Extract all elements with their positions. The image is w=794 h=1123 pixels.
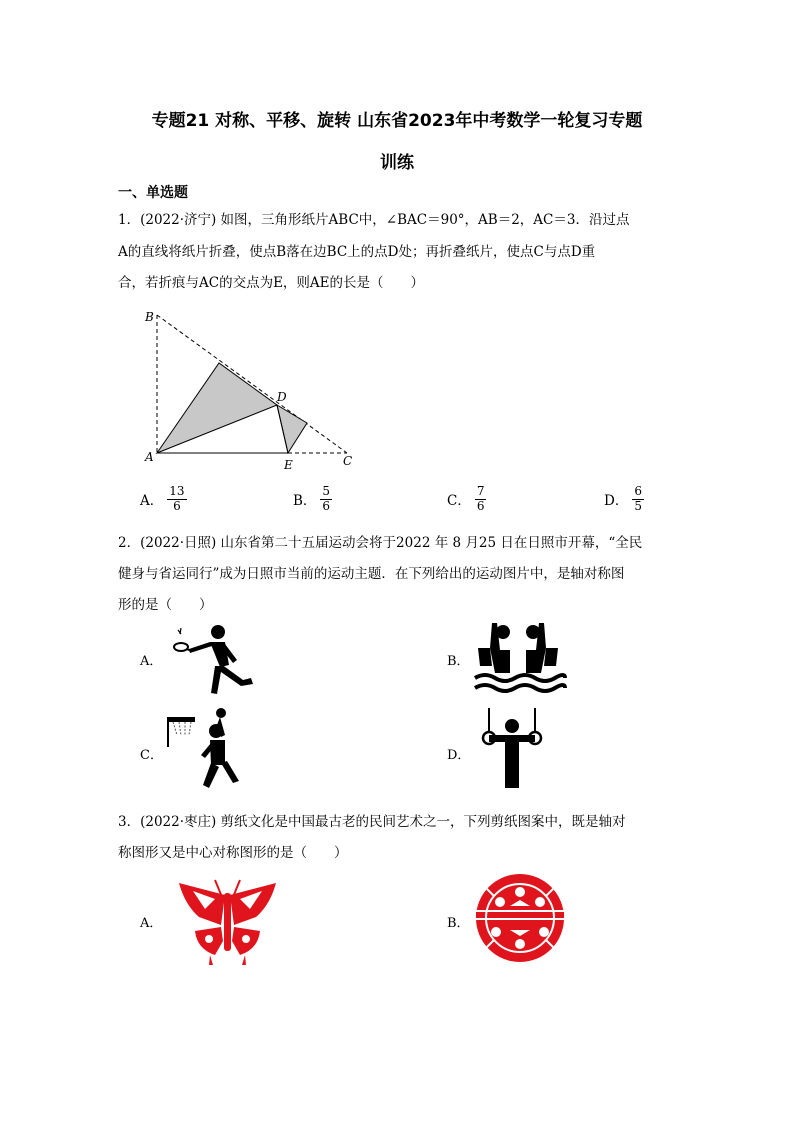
- q1-option-c[interactable]: C． $\frac{7}{6}$: [447, 484, 485, 513]
- q1-text-line2: A的直线将纸片折叠，使点B落在边BC上的点D处；再折叠纸片，使点C与点D重: [118, 244, 596, 260]
- label-d: D: [277, 390, 287, 404]
- badminton-player-icon[interactable]: [165, 620, 260, 695]
- section-heading: 一、单选题: [118, 185, 188, 201]
- label-b: B: [145, 310, 154, 324]
- q2-text-line1: 2．(2022·日照) 山东省第二十五届运动会将于2022 年 8 月25 日在日照市开幕，“全民: [118, 535, 643, 551]
- folded-triangle-abd: [157, 363, 277, 453]
- q3-option-b-label[interactable]: B．: [447, 916, 470, 931]
- q1-text-line3: 合，若折痕与AC的交点为E，则AE的长是（ ）: [118, 275, 425, 291]
- basketball-player-icon[interactable]: [165, 705, 250, 795]
- q2-option-d-label[interactable]: D．: [447, 748, 471, 763]
- q1-option-b[interactable]: B． $\frac{5}{6}$: [293, 484, 331, 513]
- q2-option-a-label[interactable]: A．: [140, 654, 163, 669]
- q1-option-a[interactable]: A． $\frac{13}{6}$: [140, 484, 185, 513]
- doc-title-line1: 专题21 对称、平移、旋转 山东省2023年中考数学一轮复习专题: [151, 111, 643, 131]
- synchronized-swimmers-icon[interactable]: [470, 618, 565, 696]
- q1-triangle-figure: [140, 305, 370, 475]
- doc-title-line2: 训练: [380, 153, 414, 173]
- q2-option-b-label[interactable]: B．: [447, 654, 470, 669]
- round-papercut-icon[interactable]: [470, 872, 570, 964]
- folded-triangle-dce: [277, 405, 307, 453]
- label-e: E: [284, 458, 293, 472]
- butterfly-papercut-icon[interactable]: [175, 875, 280, 965]
- q3-text-line1: 3．(2022·枣庄) 剪纸文化是中国最古老的民间艺术之一，下列剪纸图案中，既是轴对: [118, 814, 626, 830]
- gymnast-rings-icon[interactable]: [475, 708, 555, 793]
- label-c: C: [343, 454, 353, 468]
- q2-text-line2: 健身与省运同行”成为日照市当前的运动主题．在下列给出的运动图片中，是轴对称图: [118, 566, 625, 582]
- label-a: A: [145, 450, 154, 464]
- q3-option-a-label[interactable]: A．: [140, 916, 163, 931]
- q2-option-c-label[interactable]: C．: [140, 748, 163, 763]
- q1-option-d[interactable]: D． $\frac{6}{5}$: [604, 484, 642, 513]
- q3-text-line2: 称图形又是中心对称图形的是（ ）: [118, 845, 348, 861]
- q2-text-line3: 形的是（ ）: [118, 597, 213, 613]
- q1-text-line1: 1．(2022·济宁) 如图，三角形纸片ABC中，∠BAC＝90°，AB＝2，AC＝3．沿过点: [118, 212, 630, 228]
